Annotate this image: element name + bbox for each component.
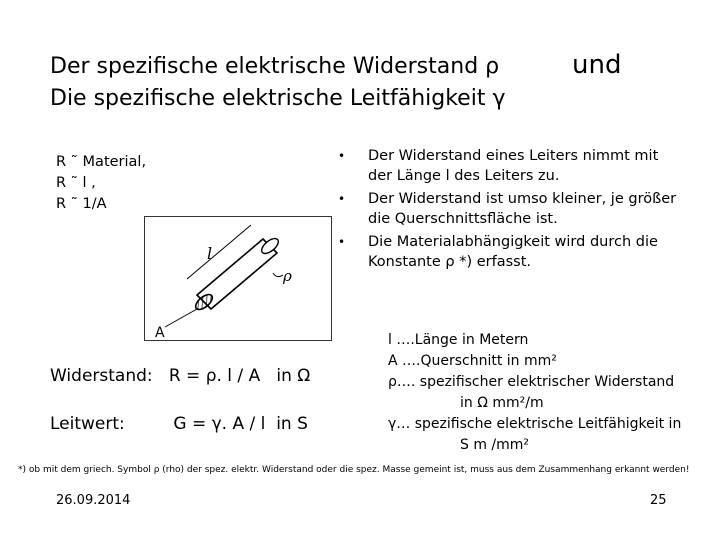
conductor-figure [144, 216, 332, 341]
proportionality-list [56, 152, 146, 215]
conductor-illustration [145, 217, 331, 340]
title-und: und [572, 50, 622, 80]
legend-rho-unit: in Ω mm²/m [460, 395, 544, 411]
bullet-dot-icon: • [338, 235, 346, 249]
bullet-item: • Die Materialabhängigkeit wird durch die Konstante ρ *) erfasst. [338, 234, 658, 270]
rho-pointer [273, 273, 283, 277]
footnote: *) ob mit dem griech. Symbol ρ (rho) der spez. elektr. Widerstand oder die spez. Masse gemeint ist, muss aus dem Zusammenhang erkannt werden! [18, 465, 690, 475]
bullet-dot-icon: • [338, 192, 346, 206]
legend-gamma: γ… spezifische elektrische Leitfähigkeit in [388, 416, 682, 432]
bullet-dot-icon: • [338, 149, 346, 163]
footer-date: 26.09.2014 [56, 493, 131, 508]
title-line-1: Der spezifische elektrische Widerstand ρ [50, 54, 500, 79]
bullet-item: • Der Widerstand eines Leiters nimmt mit der Länge l des Leiters zu. [338, 148, 659, 184]
legend-length: l ….Länge in Metern [388, 332, 529, 348]
proportionality-material: R ˜ Material, [56, 154, 147, 170]
title-line-2: Die spezifische elektrische Leitfähigkeit γ [50, 86, 506, 111]
conductance-formula: Leitwert: G = γ. A / l in S [50, 414, 308, 434]
resistance-formula: Widerstand: R = ρ. l / A in Ω [50, 366, 311, 386]
bullet-item: • Der Widerstand ist umso kleiner, je größer die Querschnittsfläche ist. [338, 191, 677, 227]
symbol-legend [388, 330, 681, 456]
label-rho: ρ [283, 267, 292, 285]
proportionality-length: R ˜ l , [56, 175, 96, 191]
legend-gamma-unit: S m /mm² [460, 437, 530, 453]
bullet-list [338, 146, 678, 275]
label-area: A [155, 325, 165, 340]
area-pointer [165, 309, 197, 327]
label-length: l [207, 244, 213, 263]
page-number: 25 [650, 493, 667, 508]
legend-area: A ….Querschnitt in mm² [388, 353, 557, 369]
legend-rho: ρ…. spezifischer elektrischer Widerstand [388, 374, 675, 390]
proportionality-area: R ˜ 1/A [56, 196, 107, 212]
